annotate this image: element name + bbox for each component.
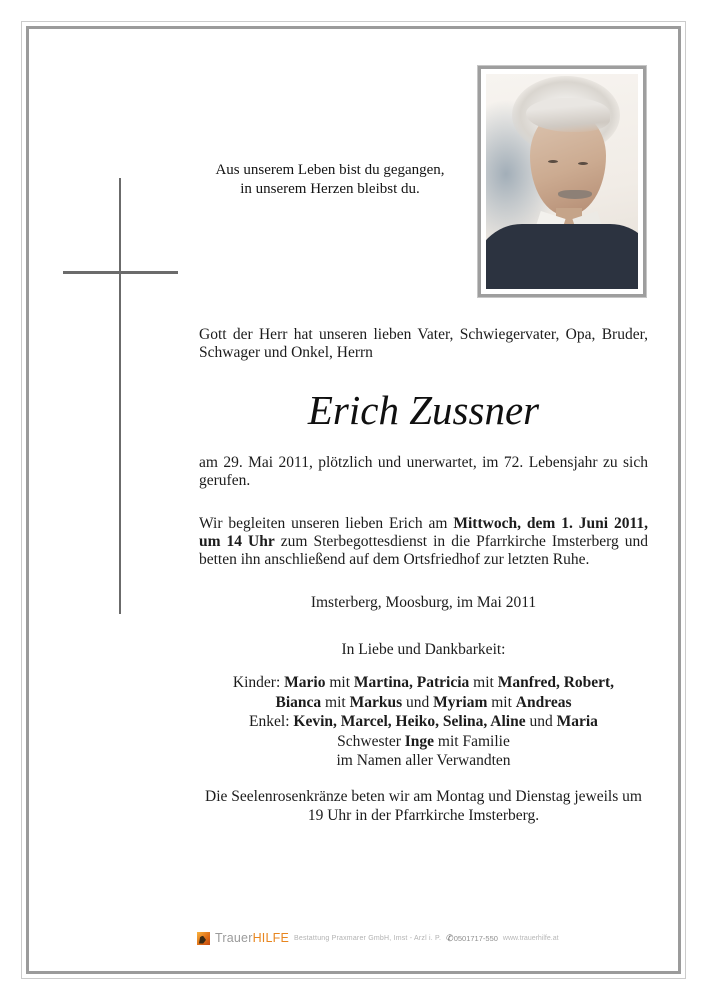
brand-text-hilfe: HILFE [252,931,289,945]
photo-eye-right [578,162,588,165]
family-line-sister: Schwester Inge mit Familie [337,732,510,750]
family-list [199,673,648,771]
memorial-quote-line1: Aus unserem Leben bist du gegangen, [215,162,445,178]
gratitude-line: In Liebe und Dankbarkeit: [341,641,506,658]
phone-number: 0501717-550 [453,933,498,943]
portrait-photo [486,74,638,289]
family-line-children-1: Kinder: Mario mit Martina, Patricia mit Manfred, Robert, [232,674,615,691]
deceased-name: Erich Zussner [307,387,540,433]
intro-paragraph: Gott der Herr hat unseren lieben Vater, Schwiegervater, Opa, Bruder, Schwager und Onkel, Herrn [199,326,648,361]
photo-eye-left [548,160,558,163]
funeral-home-company: Bestattung Praxmarer GmbH, Imst - Arzl i. P. [294,934,442,942]
brand-text-trauer: Trauer [215,931,253,945]
death-paragraph: am 29. Mai 2011, plötzlich und unerwartet, im 72. Lebensjahr zu sich gerufen. [199,454,648,489]
family-line-children-2: Bianca mit Markus und Myriam mit Andreas [275,693,572,711]
cross-icon-bar [63,271,178,274]
family-line-grandchildren: Enkel: Kevin, Marcel, Heiko, Selina, Aline und Maria [249,713,598,730]
portrait-photo-frame [477,65,647,298]
funeral-home-footer [197,930,559,946]
trauerhilfe-logo-icon [197,932,210,945]
rosary-paragraph: Die Seelenrosenkränze beten wir am Montag und Dienstag jeweils um 19 Uhr in der Pfarrkirche Imsterberg. [205,788,642,824]
phone-icon: ✆ [446,932,454,943]
family-line-relatives: im Namen aller Verwandten [336,752,511,769]
trauerhilfe-logo-text [215,931,289,945]
funeral-home-website: www.trauerhilfe.at [502,934,559,942]
funeral-paragraph: Wir begleiten unseren lieben Erich am Mittwoch, dem 1. Juni 2011, um 14 Uhr zum Sterbegottesdienst in die Pfarrkirche Imsterberg und betten ihn anschließend auf dem Ortsfriedhof zur letzten Ruhe. [199,515,648,568]
place-date-line: Imsterberg, Moosburg, im Mai 2011 [310,594,537,611]
photo-mustache [558,190,592,199]
memorial-quote-line2: in unserem Herzen bleibst du. [240,181,420,197]
portrait-photo-mat [478,66,646,297]
cross-icon [119,178,121,614]
memorial-quote [155,161,505,199]
funeral-home-phone [446,933,498,944]
photo-sweater [486,224,638,289]
